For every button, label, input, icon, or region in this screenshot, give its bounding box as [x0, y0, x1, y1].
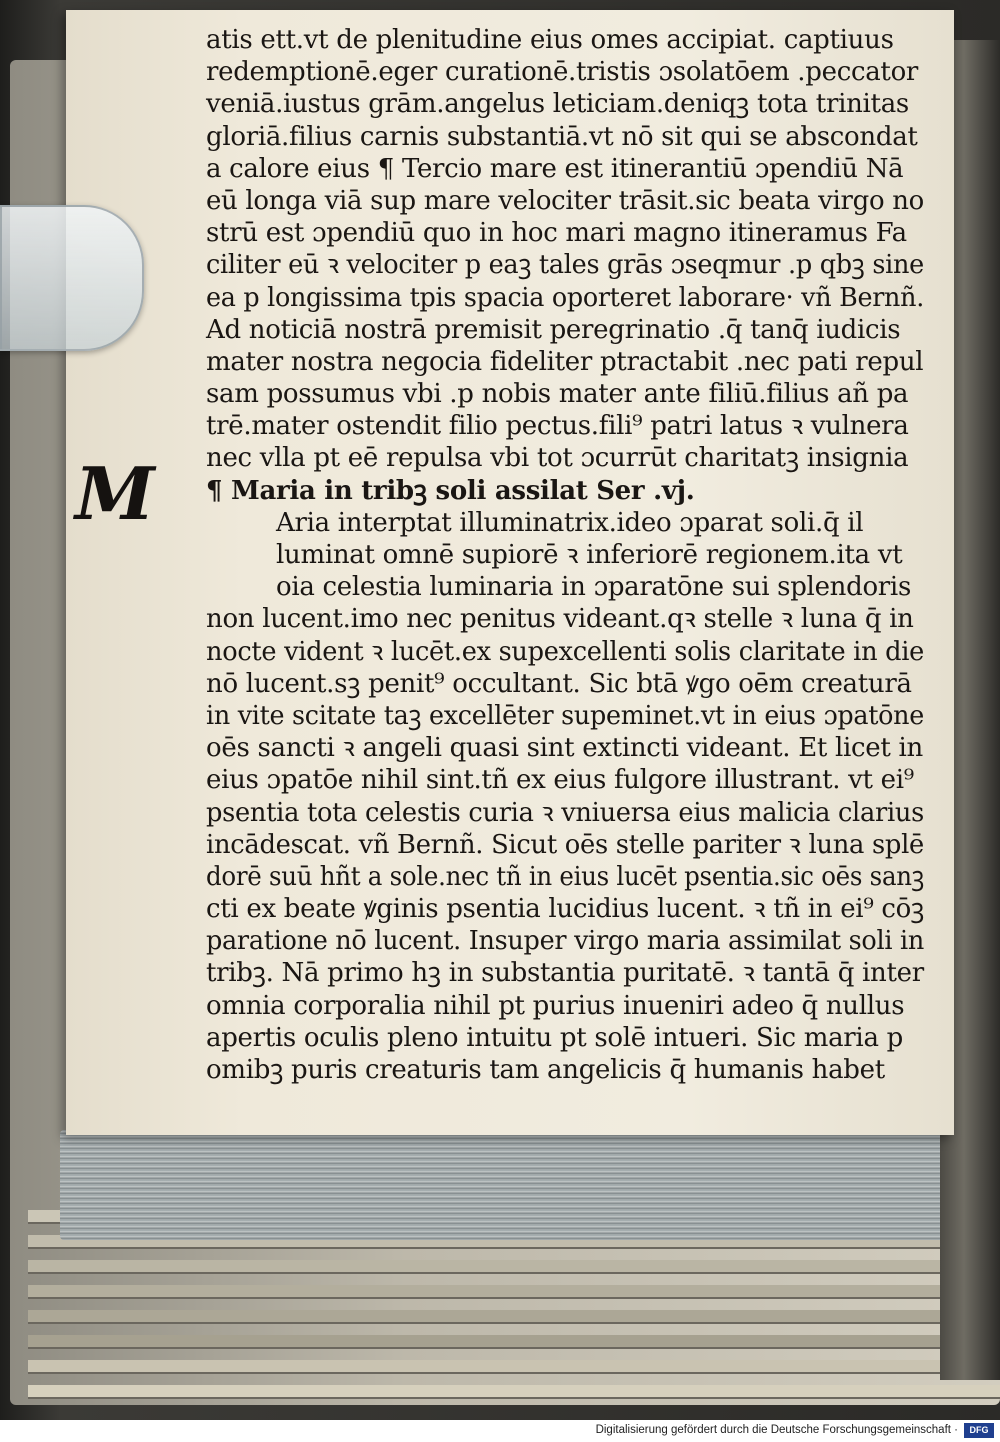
text-line: in vite scitate taꝫ excellēter supeminet.vt in eius ɔpatōne — [206, 700, 924, 731]
text-line: sam possumus vbi .p nobis mater ante filiū.filius añ pa — [206, 379, 909, 410]
page-clip — [0, 205, 144, 351]
text-line: ciliter eū ꝛ velociter p eaꝫ tales grās ɔseqmur .p qbꝫ sine — [206, 250, 924, 281]
text-line: apertis oculis pleno intuitu pt solē intueri. Sic maria p — [206, 1022, 903, 1053]
fore-edge — [60, 1130, 955, 1240]
text-line: a calore eius ¶ Tercio mare est itinerantiū ɔpendiū Nā — [206, 153, 904, 184]
text-line: dorē suū hñt a sole.nec tñ in eius lucēt psentia.sic oēs sanꝫ — [206, 861, 924, 892]
page-edge — [28, 1310, 1000, 1324]
page-edge — [28, 1360, 1000, 1374]
text-line: strū est ɔpendiū quo in hoc mari magno itineramus Fa — [206, 218, 907, 249]
text-line: omibꝫ puris creaturis tam angelicis q̄ humanis habet — [206, 1055, 885, 1085]
decorated-initial: M — [75, 451, 155, 536]
text-line: incādescat. vñ Bernñ. Sicut oēs stelle pariter ꝛ luna splē — [206, 829, 924, 860]
text-line: ea p longissima tpis spacia oporteret laborare· vñ Bernñ. — [206, 282, 924, 313]
text-line: gloriā.filius carnis substantiā.vt nō sit qui se abscondat — [206, 121, 918, 152]
text-line: nec vlla pt eē repulsa vbi tot ɔcurrūt charitatꝫ insignia — [206, 443, 909, 474]
text-line: mater nostra negocia fideliter ptractabit .nec pati repul — [206, 346, 924, 377]
printed-page — [66, 10, 954, 1135]
page-edge — [28, 1260, 1000, 1274]
text-line: Ad noticiā nostrā premisit peregrinatio .q̄ tanq̄ iudicis — [206, 314, 901, 345]
text-line: atis ett.vt de plenitudine eius omes accipiat. captiuus — [206, 25, 894, 55]
text-line: veniā.iustus grām.angelus leticiam.deniqꝫ tota trinitas — [206, 89, 909, 120]
text-column — [206, 24, 936, 1086]
text-line: paratione nō lucent. Insuper virgo maria assimilat soli in — [206, 926, 924, 957]
text-line: non lucent.imo nec penitus videant.qꝛ stelle ꝛ luna q̄ in — [206, 604, 914, 635]
text-line: eius ɔpatōe nihil sint.tñ ex eius fulgore illustrant. vt ei⁹ — [206, 765, 914, 796]
text-line: omnia corporalia nihil pt purius inueniri adeo q̄ nullus — [206, 990, 905, 1021]
text-line: cti ex beate ꝟginis psentia lucidius lucent. ꝛ tñ in ei⁹ cōꝫ — [206, 894, 924, 925]
text-line: trē.mater ostendit filio pectus.fili⁹ patri latus ꝛ vulnera — [206, 411, 909, 442]
text-line: oia celestia luminaria in ɔparatōne sui splendoris — [276, 572, 911, 603]
text-line: psentia tota celestis curia ꝛ vniuersa eius malicia clarius — [206, 797, 924, 828]
page-edge — [28, 1285, 1000, 1299]
page-edge — [28, 1385, 1000, 1399]
footer-bar — [0, 1420, 1000, 1442]
text-line: oēs sancti ꝛ angeli quasi sint extincti videant. Et licet in — [206, 733, 923, 764]
text-line: tribꝫ. Nā primo hꝫ in substantia puritatē. ꝛ tantā q̄ inter — [206, 958, 924, 989]
text-line: ¶ Maria in tribꝫ soli assilat Ser .vj. — [206, 475, 695, 506]
dfg-logo: DFG — [964, 1423, 994, 1438]
text-line: redemptionē.eger curationē.tristis ɔsolatōem .peccator — [206, 57, 919, 88]
text-line: luminat omnē supiorē ꝛ inferiorē regionem.ita vt — [276, 540, 903, 570]
text-line: nocte vident ꝛ lucēt.ex supexcellenti solis claritate in die — [206, 636, 924, 667]
text-line: eū longa viā sup mare velociter trāsit.sic beata virgo no — [206, 185, 924, 216]
text-line: nō lucent.sꝫ penit⁹ occultant. Sic btā ꝟgo oēm creaturā — [206, 668, 912, 699]
page-edge — [28, 1335, 1000, 1349]
text-line: Aria interptat illuminatrix.ideo ɔparat soli.q̄ il — [276, 507, 864, 538]
funding-credit: Digitalisierung gefördert durch die Deutsche Forschungsgemeinschaft · — [595, 1424, 958, 1436]
